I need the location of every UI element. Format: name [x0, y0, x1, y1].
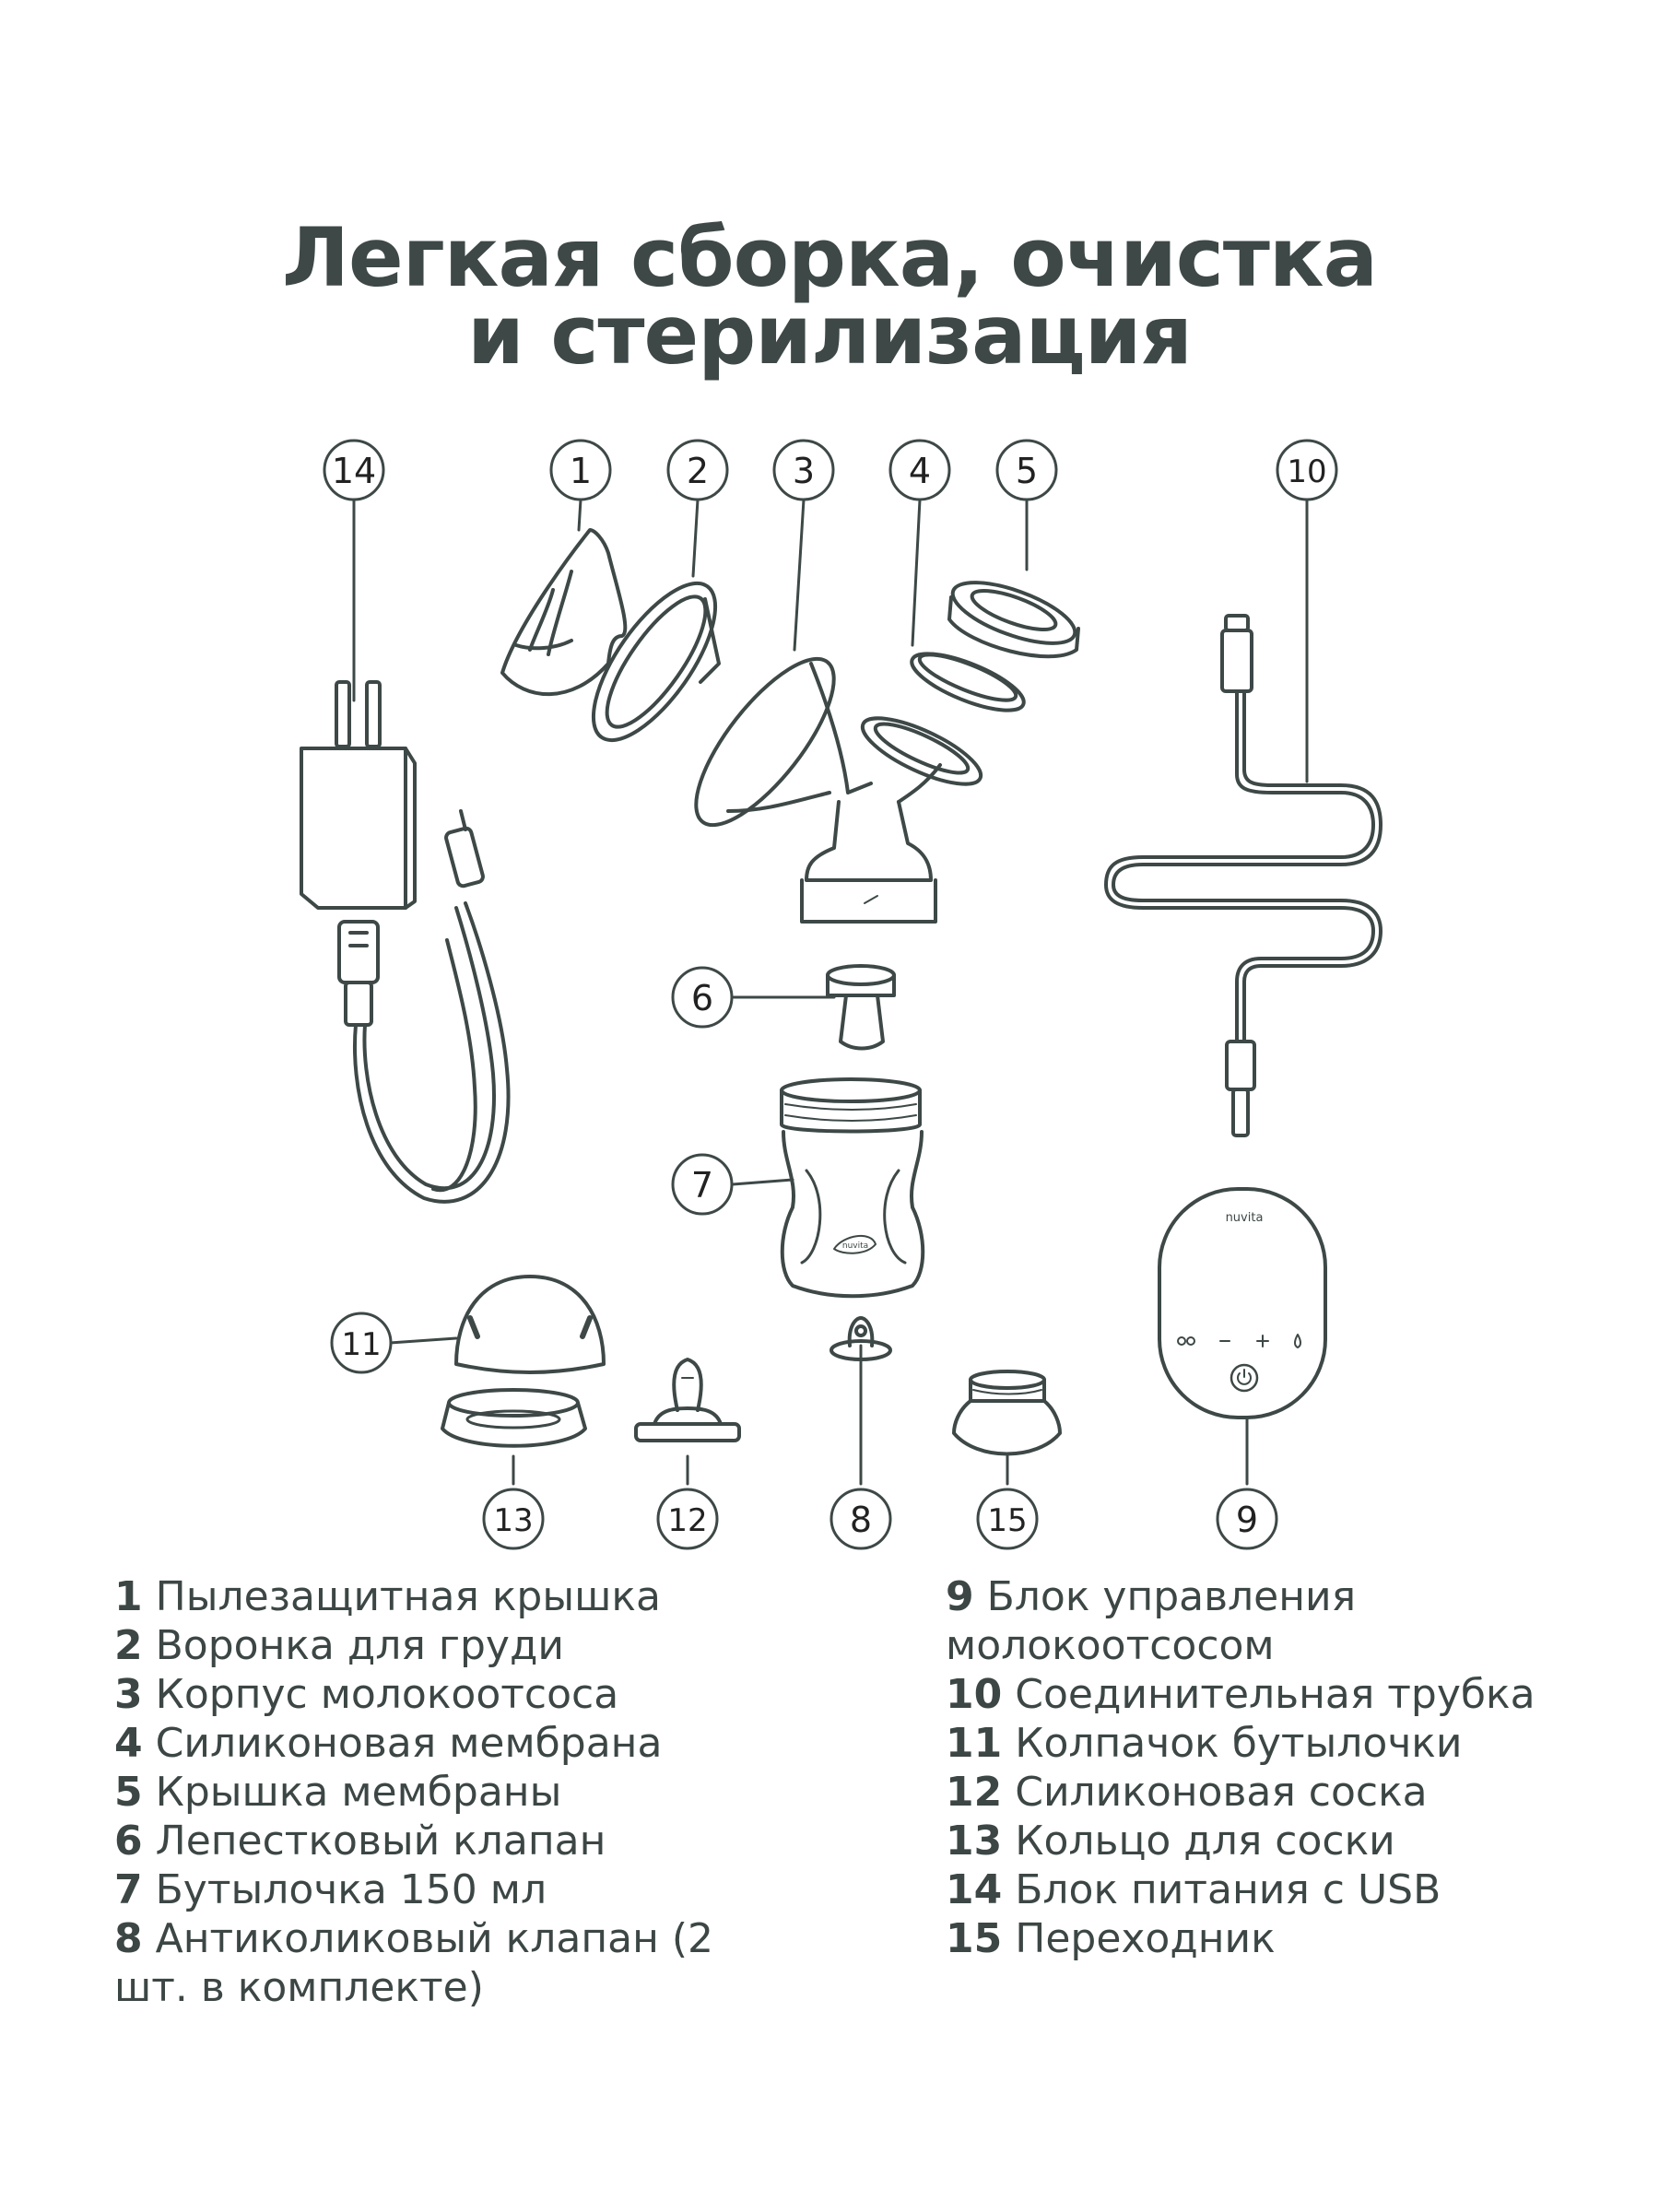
- svg-text:9: 9: [1235, 1500, 1259, 1540]
- pump-body-drawing: [674, 640, 989, 922]
- legend-left: [114, 1572, 815, 2012]
- control-unit-drawing: [1159, 1189, 1325, 1418]
- legend-item-11: 11 Колпачок бутылочки: [946, 1720, 1463, 1767]
- callout-8: [831, 1489, 890, 1548]
- callout-15: [978, 1489, 1037, 1548]
- legend-item-4: 4 Силиконовая мембрана: [114, 1720, 663, 1767]
- callout-4: [890, 441, 949, 500]
- bottle-brand-label: nuvita: [841, 1241, 869, 1251]
- callout-1: [551, 441, 610, 500]
- legend-item-5: 5 Крышка мембраны: [114, 1769, 562, 1816]
- legend-item-6: 6 Лепестковый клапан: [114, 1818, 606, 1865]
- power-adapter-drawing: [301, 682, 509, 1202]
- legend-item-14: 14 Блок питания с USB: [946, 1866, 1441, 1913]
- droplet-mode-icon[interactable]: [1295, 1335, 1300, 1347]
- legend-item-3: 3 Корпус молокоотсоса: [114, 1671, 619, 1718]
- svg-text:15: 15: [987, 1502, 1028, 1539]
- svg-text:14: 14: [331, 451, 377, 491]
- legend-item-13: 13 Кольцо для соски: [946, 1818, 1395, 1865]
- infinity-icon[interactable]: [1178, 1337, 1194, 1345]
- leader-lines: [354, 500, 1307, 1484]
- silicone-membrane-drawing: [905, 642, 1030, 722]
- silicone-nipple-drawing: [636, 1359, 739, 1441]
- legend-item-7: 7 Бутылочка 150 мл: [114, 1866, 547, 1913]
- nipple-ring-drawing: [442, 1390, 585, 1446]
- callout-3: [774, 441, 833, 500]
- callout-10: [1277, 441, 1336, 500]
- svg-text:5: 5: [1015, 451, 1039, 491]
- svg-text:2: 2: [686, 451, 710, 491]
- svg-text:11: 11: [341, 1326, 382, 1363]
- svg-text:8: 8: [849, 1500, 873, 1540]
- callout-5: [997, 441, 1056, 500]
- legend-item-15: 15 Переходник: [946, 1915, 1276, 1962]
- connecting-tube-drawing: [1106, 616, 1381, 1135]
- legend-right: [946, 1572, 1646, 1963]
- callout-9: [1218, 1489, 1277, 1548]
- plus-icon[interactable]: [1257, 1335, 1268, 1347]
- svg-text:13: 13: [493, 1502, 534, 1539]
- adapter-drawing: [954, 1371, 1060, 1454]
- control-unit-brand-label: nuvita: [1225, 1211, 1264, 1225]
- callout-6: [673, 968, 732, 1027]
- legend-item-9: 9 Блок управления молокоотсосом: [946, 1573, 1357, 1669]
- bottle-drawing: [782, 1079, 923, 1296]
- callout-7: [673, 1155, 732, 1214]
- power-icon[interactable]: [1231, 1365, 1257, 1391]
- callout-12: [658, 1489, 717, 1548]
- legend-item-12: 12 Силиконовая соска: [946, 1769, 1428, 1816]
- callout-13: [484, 1489, 543, 1548]
- petal-valve-drawing: [828, 966, 894, 1049]
- svg-text:7: 7: [690, 1165, 714, 1206]
- legend-item-8: 8 Антиколиковый клапан (2 шт. в комплекте): [114, 1915, 713, 2011]
- legend-item-1: 1 Пылезащитная крышка: [114, 1573, 661, 1620]
- legend-item-10: 10 Соединительная трубка: [946, 1671, 1535, 1718]
- membrane-cover-drawing: [946, 571, 1082, 657]
- svg-text:10: 10: [1287, 453, 1327, 490]
- svg-text:12: 12: [667, 1502, 708, 1539]
- callout-11: [332, 1313, 391, 1372]
- title-line-2: и стерилизация: [467, 288, 1192, 382]
- svg-text:6: 6: [690, 978, 714, 1018]
- title-line-1: Легкая сборка, очистка: [281, 210, 1378, 305]
- bottle-cap-drawing: [456, 1277, 604, 1372]
- svg-text:1: 1: [569, 451, 593, 491]
- svg-text:3: 3: [792, 451, 816, 491]
- breast-funnel-drawing: [571, 565, 737, 759]
- callout-2: [668, 441, 727, 500]
- svg-text:4: 4: [908, 451, 932, 491]
- callout-14: [324, 441, 383, 500]
- legend-item-2: 2 Воронка для груди: [114, 1622, 564, 1669]
